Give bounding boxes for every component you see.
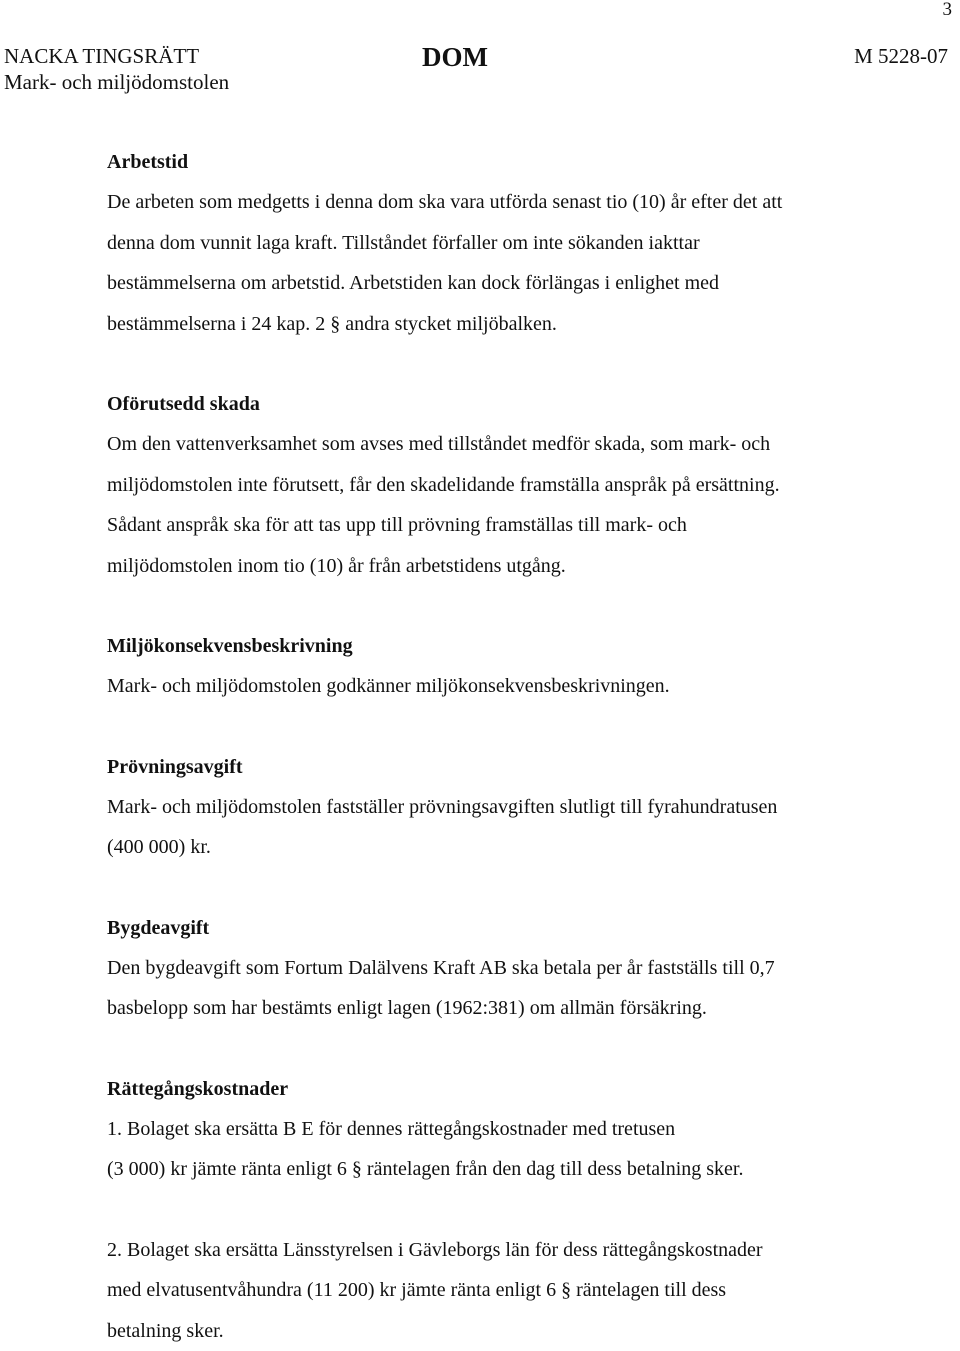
court-name: NACKA TINGSRÄTT: [4, 44, 199, 68]
section-oforutsedd-skada: [107, 384, 907, 586]
document-type: DOM: [422, 42, 488, 72]
page-number: 3: [943, 0, 953, 20]
text-line: miljödomstolen inte förutsett, får den skadelidande framställa anspråk på ersättning.: [107, 465, 907, 506]
section-heading: Arbetstid: [107, 142, 907, 182]
text-line: basbelopp som har bestämts enligt lagen (1962:381) om allmän försäkring.: [107, 988, 907, 1029]
text-line: Om den vattenverksamhet som avses med tillståndet medför skada, som mark- och: [107, 424, 907, 465]
text-line: bestämmelserna om arbetstid. Arbetstiden kan dock förlängas i enlighet med: [107, 263, 907, 304]
section-heading: Bygdeavgift: [107, 908, 907, 948]
section-heading: Rättegångskostnader: [107, 1069, 907, 1109]
section-bygdeavgift: [107, 908, 907, 1029]
text-line: Den bygdeavgift som Fortum Dalälvens Kraft AB ska betala per år fastställs till 0,7: [107, 948, 907, 989]
section-rattegangskostnader: [107, 1069, 907, 1351]
section-miljokonsekvensbeskrivning: [107, 626, 907, 707]
text-line: denna dom vunnit laga kraft. Tillståndet förfaller om inte sökanden iakttar: [107, 223, 907, 264]
text-line: 1. Bolaget ska ersätta B E för dennes rättegångskostnader med tretusen: [107, 1109, 907, 1150]
text-line: bestämmelserna i 24 kap. 2 § andra stycket miljöbalken.: [107, 304, 907, 345]
section-heading: Miljökonsekvensbeskrivning: [107, 626, 907, 666]
text-line: Mark- och miljödomstolen godkänner miljökonsekvensbeskrivningen.: [107, 666, 907, 707]
text-line: Mark- och miljödomstolen fastställer prövningsavgiften slutligt till fyrahundratusen: [107, 787, 907, 828]
text-line: Sådant anspråk ska för att tas upp till prövning framställas till mark- och: [107, 505, 907, 546]
text-line: (400 000) kr.: [107, 827, 907, 868]
document-body: [107, 142, 907, 1351]
section-heading: Prövningsavgift: [107, 747, 907, 787]
section-arbetstid: [107, 142, 907, 344]
text-line: (3 000) kr jämte ränta enligt 6 § räntelagen från den dag till dess betalning sker.: [107, 1149, 907, 1190]
section-heading: Oförutsedd skada: [107, 384, 907, 424]
case-number: M 5228-07: [854, 44, 948, 68]
list-item: [107, 1230, 907, 1351]
text-line: betalning sker.: [107, 1311, 907, 1351]
section-provningsavgift: [107, 747, 907, 868]
text-line: miljödomstolen inom tio (10) år från arbetstidens utgång.: [107, 546, 907, 587]
department-name: Mark- och miljödomstolen: [4, 70, 229, 94]
list-item: [107, 1109, 907, 1190]
text-line: med elvatusentvåhundra (11 200) kr jämte ränta enligt 6 § räntelagen till dess: [107, 1270, 907, 1311]
text-line: De arbeten som medgetts i denna dom ska vara utförda senast tio (10) år efter det att: [107, 182, 907, 223]
text-line: 2. Bolaget ska ersätta Länsstyrelsen i Gävleborgs län för dess rättegångskostnader: [107, 1230, 907, 1271]
